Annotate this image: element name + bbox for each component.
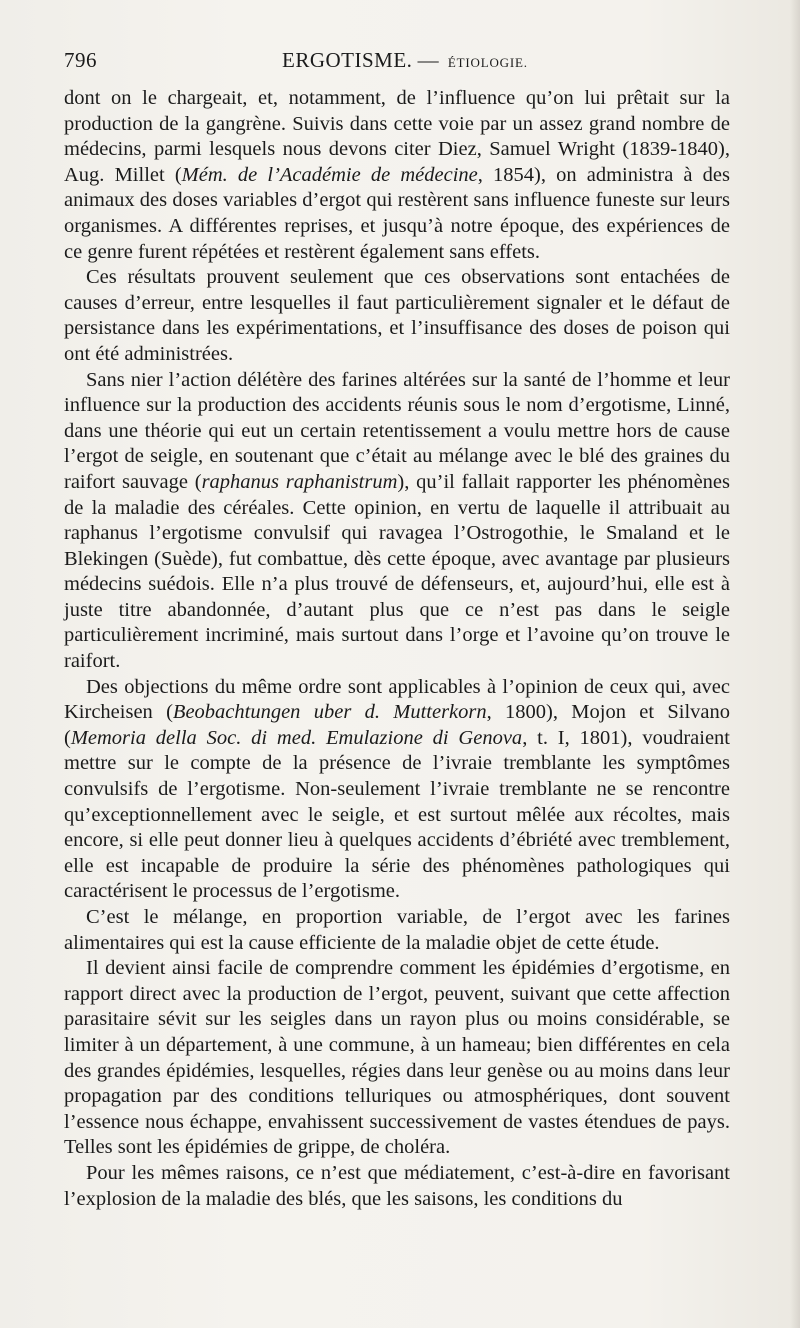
page-edge-shadow bbox=[790, 0, 800, 1328]
paragraph-text: ), qu’il fallait rapporter les phénomènes de la maladie des céréales. Cette opinion, en vertu de laquelle il attribuait au raphanus l’ergotisme convulsif qui ravagea l’Ostrogothie, le Smaland et le Blekingen (Suède), fut combattue, dès cette époque, avec avantage par plusieurs médecins suédois. Elle n’a plus trouvé de défenseurs, et, aujourd’hui, elle est à juste titre abandonnée, d’autant plus que ce n’est pas dans le seigle particulièrement incriminé, mais surtout dans l’orge et l’avoine qu’on trouve le raifort. bbox=[64, 470, 731, 673]
page-number: 796 bbox=[64, 48, 97, 72]
body-text bbox=[64, 86, 730, 1212]
paragraph bbox=[64, 86, 730, 265]
paragraph-text: , 1800), Mojon et Silvano ( bbox=[64, 701, 730, 749]
title-separator: — bbox=[417, 48, 439, 72]
paragraph bbox=[64, 956, 730, 1161]
paragraph bbox=[64, 368, 730, 675]
paragraph-text: Ces résultats prouvent seulement que ces observations sont entachées de causes d’erreur, entre lesquelles il faut particulièrement signaler et le défaut de persistance dans les expérimentations, et l’insuffisance des doses de poison qui ont été administrées. bbox=[64, 266, 730, 365]
italic-citation: Beobachtungen uber d. Mutterkorn bbox=[172, 701, 487, 724]
paragraph bbox=[64, 265, 730, 367]
paragraph-text: , 1854), on administra à des animaux des doses variables d’ergot qui restèrent sans influence funeste sur leurs organismes. A différentes reprises, et jusqu’à notre époque, des expériences de ce genre furent répétées et restèrent également sans effets. bbox=[64, 163, 730, 263]
paragraph-text: , t. I, 1801), voudraient mettre sur le compte de la présence de l’ivraie tremblante les symptômes convulsifs de l’ergotisme. Non-seulement l’ivraie tremblante ne se rencontre qu’exceptionnellement avec le seigle, et est surtout mêlée aux récoltes, mais encore, si elle peut donner lieu à quelques accidents d’ébriété avec tremblement, elle est incapable de produire la série des phénomènes pathologiques qui caractérisent le processus de l’ergotisme. bbox=[64, 726, 730, 903]
paragraph-text: dont on le chargeait, et, notamment, de l’influence qu’on lui prêtait sur la production de la gangrène. Suivis dans cette voie par un assez grand nombre de médecins, parmi lesquels nous devons citer Diez, Samuel Wright (1839-1840), Aug. Millet ( bbox=[64, 87, 730, 186]
paragraph-text: C’est le mélange, en proportion variable, de l’ergot avec les farines alimentaires qui est la cause efficiente de la maladie objet de cette étude. bbox=[64, 906, 730, 954]
section-title: ÉTIOLOGIE. bbox=[447, 55, 528, 70]
paragraph bbox=[64, 905, 730, 956]
italic-citation: raphanus raphanistrum bbox=[201, 470, 398, 493]
chapter-title: ERGOTISME. bbox=[282, 48, 413, 72]
italic-citation: Memoria della Soc. di med. Emulazione di Genova bbox=[70, 726, 523, 749]
paragraph-text: Des objections du même ordre sont applicables à l’opinion de ceux qui, avec Kircheisen ( bbox=[64, 675, 730, 724]
paragraph-text: Il devient ainsi facile de comprendre comment les épidémies d’ergotisme, en rapport direct avec la production de l’ergot, peuvent, suivant que cette affection parasitaire sévit sur les seigles dans un rayon plus ou moins considérable, se limiter à un département, à une commune, à un hameau; bien différentes en cela des grandes épidémies, lesquelles, régies dans leur genèse ou au moins dans leur propagation par des conditions telluriques ou atmosphériques, dont souvent l’essence nous échappe, envahissent successivement de vastes étendues de pays. Telles sont les épidémies de grippe, de choléra. bbox=[64, 957, 730, 1159]
paragraph bbox=[64, 1161, 730, 1212]
paragraph bbox=[64, 675, 730, 905]
italic-citation: Mém. de l’Académie de médecine bbox=[181, 163, 478, 186]
running-header bbox=[64, 48, 734, 78]
paragraph-text: Sans nier l’action délétère des farines altérées sur la santé de l’homme et leur influence sur la production des accidents réunis sous le nom d’ergotisme, Linné, dans une théorie qui eut un certain retentissement a voulu mettre hors de cause l’ergot de seigle, en soutenant que c’était au mélange avec le blé des graines du raifort sauvage ( bbox=[64, 368, 730, 493]
running-title bbox=[282, 48, 528, 73]
paragraph-text: Pour les mêmes raisons, ce n’est que médiatement, c’est-à-dire en favorisant l’explosion de la maladie des blés, que les saisons, les conditions du bbox=[64, 1161, 730, 1210]
